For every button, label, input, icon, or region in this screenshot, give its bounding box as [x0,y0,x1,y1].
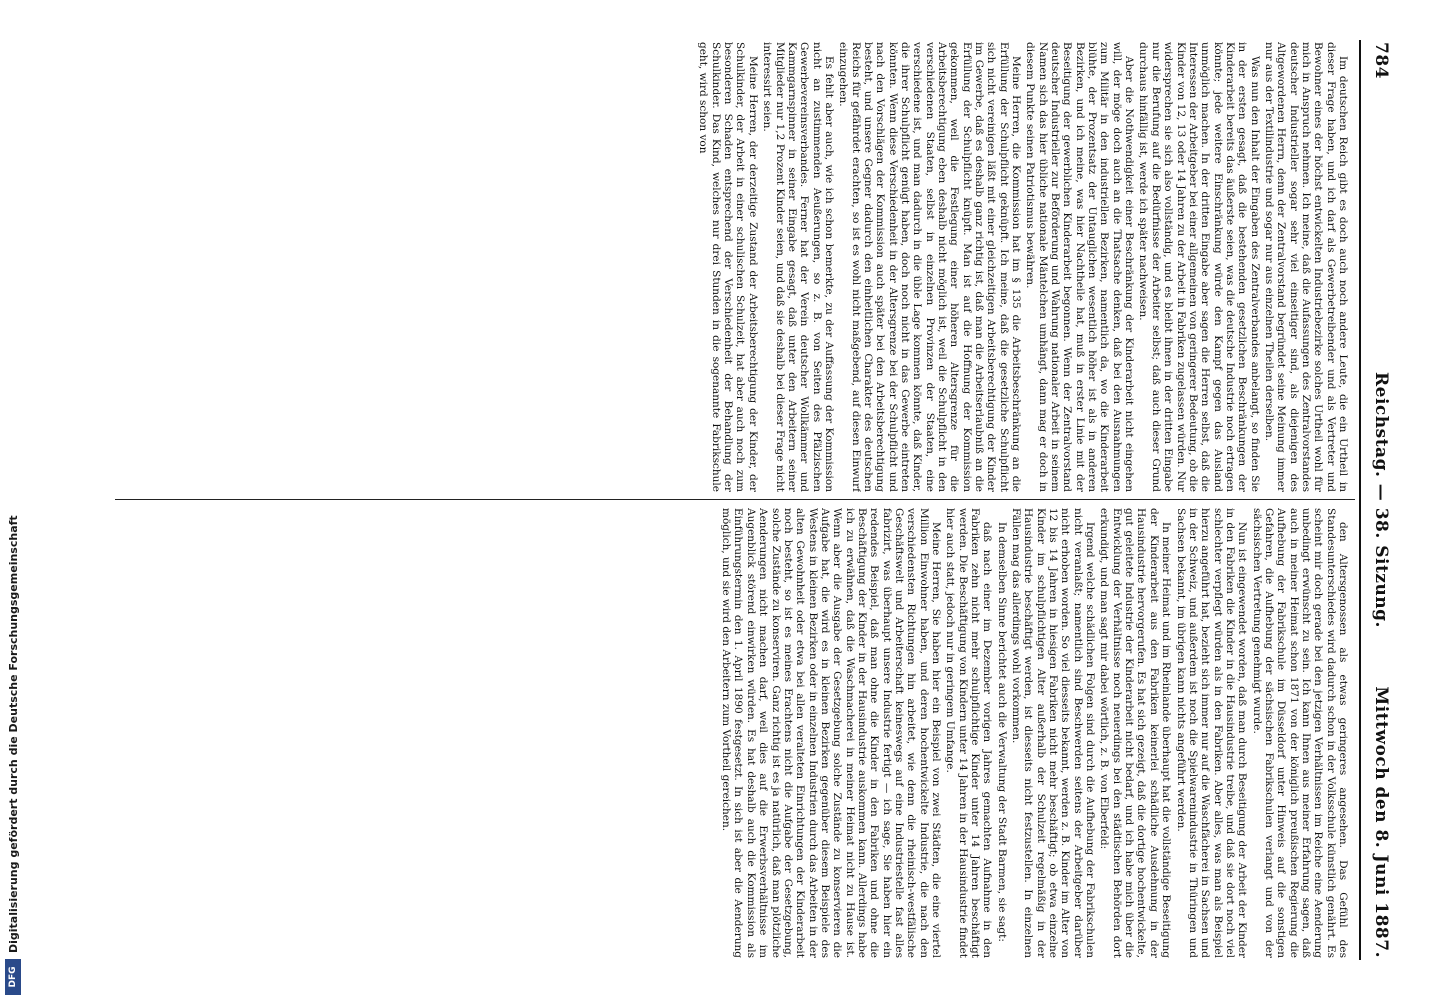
quoted-paragraph: Irgend welche schädlichen Folgen sind durch die Aufhebung der Fabrikschulen nicht veranlaßt; namentlich sind Beschwerden seitens der Arbeitgeber darüber nicht erhoben worden. So viel diesseits bekannt, werden z. B. Kinder im Alter von 12 bis 14 Jahren in hiesigen Fabriken nicht mehr beschäftigt; ob etwa einzelne Kinder im schulpflichtigen Alter außerhalb der Schulzeit regelmäßig in der Hausindustrie beschäftigt werden, ist diesseits nicht festzustellen. In einzelnen Fällen mag das allerdings wohl vorkommen. [1010,508,1097,958]
dfg-logo-icon: DFG [5,959,21,995]
paragraph: In demselben Sinne berichtet auch die Verwaltung der Stadt Barmen, sie sagt: [995,522,1008,942]
digitization-footer [0,0,26,1000]
paragraph: In meiner Heimat und im Rheinlande überhaupt hat die vollständige Beseitigung der Kinderarbeit aus den Fabriken keinerlei schädliche Ausdehnung in der Hausindustrie hervorgerufen. Es hat sich gezeigt, daß die dortige hochentwickelte, gut geleitete Industrie der Kinderarbeit nicht bedarf, und ich habe mich über die Entwicklung der Verhältnisse noch neuerdings bei den städtischen Behörden dort erkundigt, und man sagt mir dabei wörtlich, z. B. von Elberfeld: [1098,508,1173,958]
session-date: Mittwoch den 8. Juni 1887. [1371,686,1391,958]
paragraph: Meine Herren, die Kommission hat im § 135 die Arbeitsbeschränkung an die Erfüllung der Schulpflicht geknüpft. Ich meine, daß die gesetzliche Schulpflicht sich nicht vereinigen läßt mit einer gleichzeitigen Arbeitsberechtigung der Kinder im Gewerbe, daß es deshalb ganz richtig ist, daß man die Arbeitserlaubniß an die Erfüllung der Schulpflicht knüpft. Man ist auf die Hoffnung der Kommission gekommen, weil die Festlegung einer höheren Altersgrenze für die Arbeitsberechtigung eben deshalb nicht möglich ist, weil die Schulpflicht in den verschiedenen Staaten, selbst in einzelnen Provinzen der Staaten, eine verschiedene ist, und man dadurch in die üble Lage kommen könnte, daß Kinder, die ihrer Schulpflicht genügt haben, doch noch nicht in das Gewerbe eintreten könnten. Wenn diese Verschiedenheit in der Altersgrenze bei der Schulpflicht und nach den Vorschlägen der Kommission auch später bei den Arbeitsberechtigung besteht, und unsere Gegner dadurch den einheitlichen Charakter des deutschen Reichs für gefährdet erachten, so ist es wohl nicht maßgebend, auf diesen Einwurf einzugehen. [837,42,1023,492]
column-divider [115,499,1355,500]
text-column-right [119,508,1349,958]
text-column-left [119,42,1349,492]
header-rule [1359,40,1361,960]
page-header [1365,42,1391,958]
paragraph: Es fehlt aber auch, wie ich schon bemerkte, zu der Auffassung der Kommission nicht an zustimmenden Aeußerungen, so z. B. von Seiten des Pfälzischen Gewerbevereinsverbandes. Ferner hat der Verein deutscher Wollkämmer und Kammgarnspinner in seiner Eingabe gesagt, daß unter den Arbeitern seiner Mitglieder nur 1,2 Prozent Kinder seien, und daß sie deshalb bei dieser Frage nicht interessirt seien. [761,42,835,492]
paragraph: den Altersgenossen als etwas geringeres angesehen. Das Gefühl des Standesunterschiedes wird dadurch schon in der Volksschule künstlich genährt. Es scheint mir doch gerade bei den jetzigen Verhältnissen im Reiche eine Aenderung unbedingt erwünscht zu sein. Ich kann Ihnen aus meiner Erfahrung sagen, daß auch in meiner Heimat schon 1871 von der königlich preußischen Regierung die Aufhebung der Fabrikschule im Düsseldorf unter Hinweis auf die sonstigen Gefahren, die Aufhebung der sächsischen Fabrikschulen verlangt und von der sächsischen Vertretung genehmigt wurde. [1250,508,1349,958]
paragraph: Meine Herren, der derzeitige Zustand der Arbeitsberechtigung der Kinder, der Schulkinder, der Arbeit in einer schulischen Schulzeit, hat aber auch noch zum besonderen Schaden entsprechend der Verschiedenheit der Behandlung der Schulkinder. Das Kind, welches nur drei Stunden in die sogenannte Fabrikschule geht, wird schon von [697,42,759,492]
funding-credit: Digitalisierung gefördert durch die Deutsche Forschungsgemeinschaft [6,515,20,953]
rotated-page-content [96,0,1401,1000]
page-number: 784 [1371,42,1391,79]
document-page [96,0,1401,1000]
footer-line [4,0,22,995]
paragraph: Aber die Nothwendigkeit einer Beschränkung der Kinderarbeit nicht eingehen will, der möge doch auch an die Thatsache denken, daß bei den Ausnahmungen zum Militär in den industriellen Bezirken, namentlich da, wo die Kinderarbeit blühte, der Prozentsatz der Untauglichen wesentlich höher ist als in anderen Bezirken, und ich meine, was hier Nachtheile hat, muß in erster Linie mit der Beseitigung der gewerblichen Kinderarbeit begonnen. Wenn der Zentralvorstand deutscher Industrieller zur Beförderung und Wahrung nationaler Arbeit in seinem Namen sich das hier übliche nationale Mäntelchen umhängt, dann mag er doch in diesem Punkte seinen Patriotismus bewähren. [1024,42,1136,492]
paragraph: Nun ist eingewendet worden, daß man durch Beseitigung der Arbeit der Kinder in den Fabriken die Kinder in die Hausindustrie treibe, und daß sie dort noch viel schlechter verpflegt würden als in den Fabriken. Aber alles, was man als Beispiel hierzu angeführt hat, bezieht sich immer nur auf die Waschfächerei in Sachsen und in der Schweiz, und außerdem ist noch die Spielwarenindustrie in Thüringen und Sachsen bekannt, im übrigen kann nichts angeführt werden. [1174,508,1249,958]
paragraph: Im deutschen Reich gibt es doch auch noch andere Leute, die ein Urtheil in dieser Frage haben, und ich darf als Gewerbetreibender und als Vertreter und Bewohner eines der höchst entwickelten Industriebezirke solches Urtheil wohl für mich in Anspruch nehmen. Ich meine, daß die Aufassungen des Zentralvorstandes deutscher Industrieller sogar sehr viel einseitiger sind, als diejenigen des Altgewordenen Herrn, denn der Zentralvorstand begründet seine Meinung immer nur aus der Textilindustrie und sogar nur aus einzelnen Theilen derselben. [1262,42,1349,492]
paragraph: Was nun den Inhalt der Eingaben des Zentralverbandes anbelangt, so finden Sie in der ersten gesagt, daß die bestehenden gesetzlichen Beschränkungen der Kinderarbeit bereits das äußerste seien, was die deutsche Industrie noch ertragen könnte; jede weitere Einschränkung würde den Kampf gegen das Ausland unmöglich machen. In der dritten Eingabe aber sagen die Herren selbst, daß die Interessen der Arbeitgeber bei einer allgemeinen von geringerer Bedeutung, ob die Kinder von 12, 13 oder 14 Jahren zu der Arbeit in Fabriken zugelassen würden. Nur widersprechen sie sich also vollständig, und es bleibt ihnen in der dritten Eingabe nur die Berufung auf die Bedürfnisse der Arbeiter selbst; daß auch dieser Grund durchaus hinfällig ist, werde ich später nachweisen. [1137,42,1261,492]
paragraph: Meine Herren, Sie haben hier ein Beispiel von zwei Städten, die eine viertel Million Einwohner haben, und deren hochentwickelte Industrie, die nach den verschiedensten Richtungen hin arbeitet, wie denn die rheinisch-westfälische Geschäftswelt und Arbeiterschaft keineswegs auf eine Industriestelle fast alles fabrizirt, was überhaupt unsere Industrie fertigt — ich sage, Sie haben hier ein redendes Beispiel, daß man ohne die Kinder in den Fabriken und ohne die Beschäftigung der Kinder in der Hausindustrie auskommen kann. Allerdings habe ich zu erwähnen, daß die Waschmacherei in meiner Heimat nicht zu Hause ist. Wenn aber die Ausgabe der Gesetzgebung solche Zustände zu konservieren die Aufgabe hat, die wird es in kleinen Bezirken gegenüber diesem Beispiele des Westens in kleinen Bezirken oder in einzelnen Industrien durch das Arbeiten in der alten Gewohnheit oder etwa bei allen veralteten Einrichtungen der Kinderarbeit noch besteht, so ist es meines Erachtens nicht die Aufgabe der Gesetzgebung, solche Zustände zu konserviren. Ganz richtig ist es ja natürlich, daß man plötzliche Aenderungen nicht machen darf, weil dies auf die Erwerbsverhältnisse im Augenblick störend einwirken würden. Es hat deshalb auch die Kommission als Einführungstermin den 1. April 1890 festgesetzt. In sich ist aber die Aenderung möglich, und sie wird den Arbeitern zum Vortheil gereichen. [720,508,942,958]
running-title: Reichstag. — 38. Sitzung. [1371,372,1391,628]
quoted-paragraph: daß nach einer im Dezember vorigen Jahres gemachten Aufnahme in den Fabriken zehn nicht mehr schulpflichtige Kinder unter 14 Jahren beschäftigt werden. Die Beschäftigung von Kindern unter 14 Jahren in der Hausindustrie findet hier auch statt, jedoch nur in geringem Umfange. [944,508,994,958]
